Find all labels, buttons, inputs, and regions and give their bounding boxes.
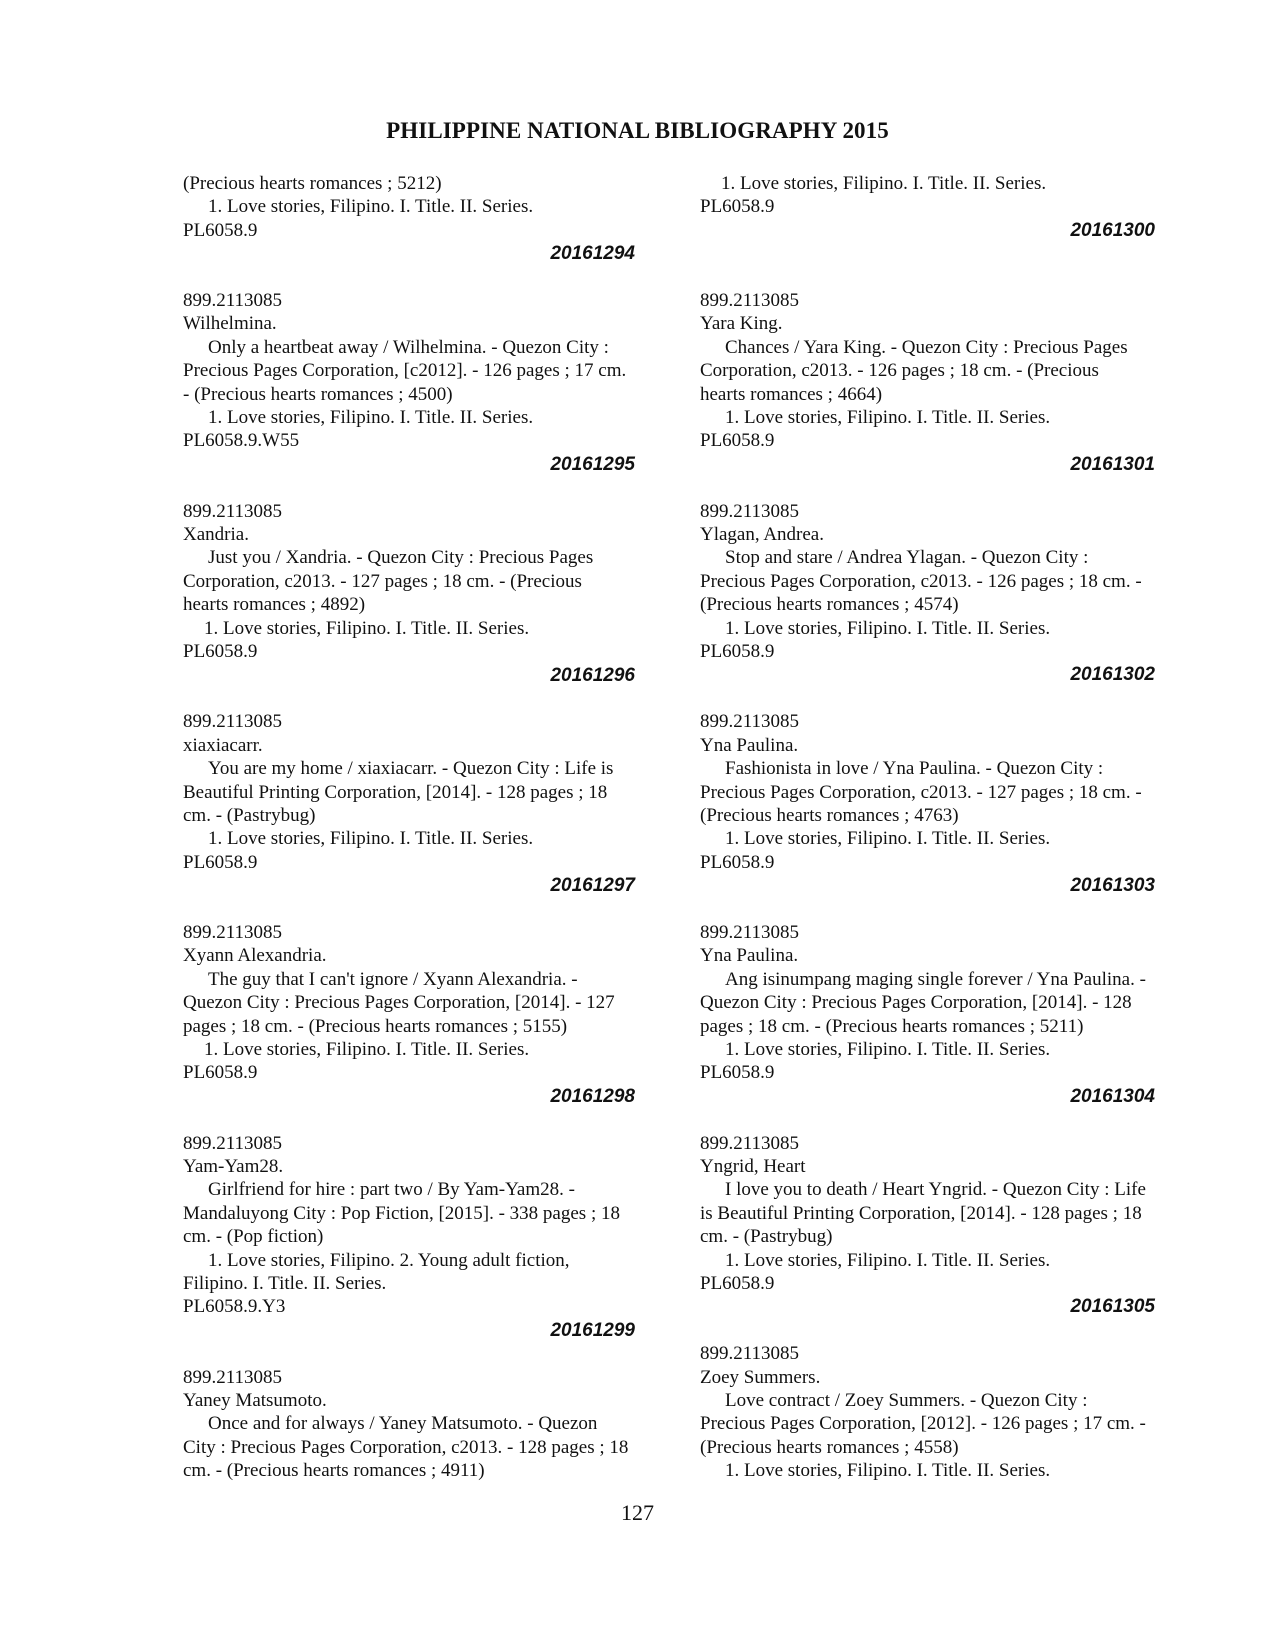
subject-line: 1. Love stories, Filipino. I. Title. II. Series. xyxy=(725,617,1051,639)
author: Xandria. xyxy=(183,524,249,546)
classification-number: 899.2113085 xyxy=(700,290,800,311)
description-line: cm. - (Pop fiction) xyxy=(183,1226,324,1248)
classification-number: 899.2113085 xyxy=(183,1132,283,1154)
subject-line: 1. Love stories, Filipino. I. Title. II. Series. xyxy=(208,407,534,429)
description-line: pages ; 18 cm. - (Precious hearts romances ; 5211) xyxy=(700,1015,1084,1037)
control-number: 20161297 xyxy=(550,875,635,897)
description-line: cm. - (Precious hearts romances ; 4911) xyxy=(183,1460,485,1482)
description-line: Quezon City : Precious Pages Corporation, [2014]. - 127 xyxy=(183,992,615,1014)
page-number: 127 xyxy=(621,1500,654,1525)
author: xiaxiacarr. xyxy=(183,734,263,756)
left-column xyxy=(183,172,670,1483)
call-number: PL6058.9 xyxy=(700,196,775,218)
control-number: 20161300 xyxy=(1070,219,1155,241)
control-number: 20161296 xyxy=(550,664,635,686)
description-line: Beautiful Printing Corporation, [2014]. - 128 pages ; 18 xyxy=(183,781,608,803)
description-line: Fashionista in love / Yna Paulina. - Quezon City : xyxy=(725,758,1104,780)
description-line: City : Precious Pages Corporation, c2013. - 128 pages ; 18 xyxy=(183,1436,629,1458)
call-number: PL6058.9.W55 xyxy=(183,430,300,452)
subject-line: 1. Love stories, Filipino. I. Title. II. Series. xyxy=(725,1249,1051,1271)
control-number: 20161295 xyxy=(550,453,635,475)
control-number: 20161294 xyxy=(550,243,635,265)
right-column xyxy=(700,172,1190,1483)
classification-number: 899.2113085 xyxy=(183,290,283,312)
bib-entry xyxy=(183,710,670,897)
description-line: You are my home / xiaxiacarr. - Quezon City : Life is xyxy=(208,758,614,780)
description-line: (Precious hearts romances ; 4574) xyxy=(700,594,959,616)
author: Yna Paulina. xyxy=(700,945,799,967)
description-line: cm. - (Pastrybug) xyxy=(183,804,316,826)
subject-line: 1. Love stories, Filipino. I. Title. II. Series. xyxy=(721,173,1047,194)
description-line: Precious Pages Corporation, [c2012]. - 126 pages ; 17 cm. xyxy=(183,360,627,382)
call-number: PL6058.9 xyxy=(183,641,258,663)
call-number: PL6058.9 xyxy=(700,1062,775,1084)
author: Yna Paulina. xyxy=(700,734,799,756)
description-line: - (Precious hearts romances ; 4500) xyxy=(183,383,453,405)
subject-line: 1. Love stories, Filipino. I. Title. II. Series. xyxy=(204,1038,530,1060)
bib-entry xyxy=(183,500,670,687)
subject-line: 1. Love stories, Filipino. I. Title. II. Series. xyxy=(204,617,530,639)
subject-line: 1. Love stories, Filipino. I. Title. II. Series. xyxy=(725,828,1051,850)
description-line: Corporation, c2013. - 126 pages ; 18 cm. - (Precious xyxy=(700,360,1099,382)
description-line: Quezon City : Precious Pages Corporation, [2014]. - 128 xyxy=(700,992,1132,1014)
description-line: Once and for always / Yaney Matsumoto. - Quezon xyxy=(208,1413,598,1435)
description-line: Precious Pages Corporation, c2013. - 126 pages ; 18 cm. - xyxy=(700,570,1142,592)
call-number: PL6058.9 xyxy=(183,1062,258,1084)
bib-entry xyxy=(700,1132,1190,1319)
call-number: PL6058.9 xyxy=(700,1273,775,1294)
call-number: PL6058.9 xyxy=(700,641,775,663)
control-number: 20161299 xyxy=(550,1319,635,1341)
call-number: PL6058.9 xyxy=(183,219,258,241)
description-line: Precious Pages Corporation, c2013. - 127 pages ; 18 cm. - xyxy=(700,781,1142,803)
description-line: hearts romances ; 4892) xyxy=(183,594,366,616)
classification-number: 899.2113085 xyxy=(183,1366,283,1388)
bib-entry xyxy=(700,1342,1190,1482)
description-line: cm. - (Pastrybug) xyxy=(700,1226,833,1248)
description-line: Just you / Xandria. - Quezon City : Precious Pages xyxy=(208,547,594,569)
call-number: PL6058.9.Y3 xyxy=(183,1296,286,1318)
description-line: hearts romances ; 4664) xyxy=(700,383,883,405)
description-line: Ang isinumpang maging single forever / Yna Paulina. - xyxy=(725,968,1146,990)
bib-entry xyxy=(183,1132,670,1343)
author: Zoey Summers. xyxy=(700,1366,821,1388)
description-line: Mandaluyong City : Pop Fiction, [2015]. - 338 pages ; 18 xyxy=(183,1202,620,1224)
control-number: 20161304 xyxy=(1070,1085,1155,1107)
subject-line: 1. Love stories, Filipino. I. Title. II. Series. xyxy=(725,1460,1051,1482)
subject-line: 1. Love stories, Filipino. I. Title. II. Series. xyxy=(208,828,534,850)
description-line: I love you to death / Heart Yngrid. - Quezon City : Life xyxy=(725,1179,1146,1201)
bib-entry xyxy=(183,1366,670,1483)
subject-line: 1. Love stories, Filipino. I. Title. II. Series. xyxy=(725,407,1051,429)
author: Ylagan, Andrea. xyxy=(700,524,824,546)
bib-entry xyxy=(700,710,1190,897)
call-number: PL6058.9 xyxy=(183,851,258,873)
classification-number: 899.2113085 xyxy=(700,921,800,943)
description-line: pages ; 18 cm. - (Precious hearts romances ; 5155) xyxy=(183,1015,568,1037)
classification-number: 899.2113085 xyxy=(700,711,800,733)
bib-entry xyxy=(700,500,1190,687)
control-number: 20161298 xyxy=(550,1085,635,1107)
subject-line: Filipino. I. Title. II. Series. xyxy=(183,1273,387,1295)
page-title: PHILIPPINE NATIONAL BIBLIOGRAPHY 2015 xyxy=(386,118,889,143)
author: Wilhelmina. xyxy=(183,313,277,335)
call-number: PL6058.9 xyxy=(700,851,775,873)
description-line: is Beautiful Printing Corporation, [2014]. - 128 pages ; 18 xyxy=(700,1202,1142,1224)
series-line: (Precious hearts romances ; 5212) xyxy=(183,173,442,194)
author: Yaney Matsumoto. xyxy=(183,1390,327,1412)
subject-line: 1. Love stories, Filipino. I. Title. II. Series. xyxy=(725,1038,1051,1060)
author: Xyann Alexandria. xyxy=(183,945,327,967)
classification-number: 899.2113085 xyxy=(183,921,283,943)
control-number: 20161305 xyxy=(1070,1296,1155,1318)
control-number: 20161303 xyxy=(1070,875,1155,897)
classification-number: 899.2113085 xyxy=(700,1132,800,1154)
description-line: Love contract / Zoey Summers. - Quezon City : xyxy=(725,1390,1088,1412)
classification-number: 899.2113085 xyxy=(183,711,283,733)
control-number: 20161301 xyxy=(1070,453,1155,475)
description-line: (Precious hearts romances ; 4558) xyxy=(700,1436,959,1458)
description-line: Girlfriend for hire : part two / By Yam-Yam28. - xyxy=(208,1179,575,1201)
bib-entry xyxy=(700,289,1190,476)
call-number: PL6058.9 xyxy=(700,430,775,452)
classification-number: 899.2113085 xyxy=(700,1343,800,1365)
author: Yam-Yam28. xyxy=(183,1155,284,1177)
description-line: Chances / Yara King. - Quezon City : Precious Pages xyxy=(725,336,1128,358)
classification-number: 899.2113085 xyxy=(700,500,800,522)
control-number: 20161302 xyxy=(1070,664,1155,686)
description-line: Precious Pages Corporation, [2012]. - 126 pages ; 17 cm. - xyxy=(700,1413,1146,1435)
description-line: (Precious hearts romances ; 4763) xyxy=(700,804,959,826)
author: Yara King. xyxy=(700,313,783,335)
subject-line: 1. Love stories, Filipino. 2. Young adult fiction, xyxy=(208,1249,570,1271)
classification-number: 899.2113085 xyxy=(183,500,283,522)
description-line: Stop and stare / Andrea Ylagan. - Quezon City : xyxy=(725,547,1089,569)
description-line: Corporation, c2013. - 127 pages ; 18 cm. - (Precious xyxy=(183,570,582,592)
author: Yngrid, Heart xyxy=(700,1155,806,1177)
bib-entry xyxy=(183,921,670,1108)
subject-line: 1. Love stories, Filipino. I. Title. II. Series. xyxy=(208,196,534,218)
bib-entry xyxy=(700,921,1190,1108)
description-line: Only a heartbeat away / Wilhelmina. - Quezon City : xyxy=(208,336,609,358)
bib-entry xyxy=(183,289,670,476)
description-line: The guy that I can't ignore / Xyann Alexandria. - xyxy=(208,968,578,990)
